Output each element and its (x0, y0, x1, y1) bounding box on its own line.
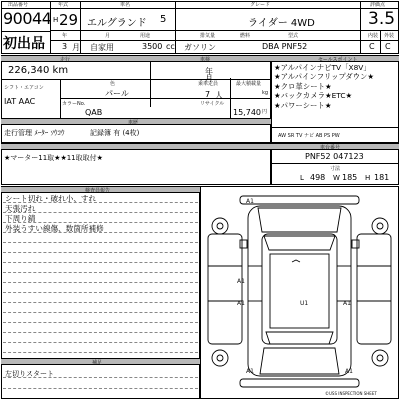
car-roof (262, 234, 337, 344)
first-listing-badge: 初出品 (3, 36, 45, 52)
grade-value: ライダー 4WD (248, 18, 315, 29)
header-row-divider (50, 30, 399, 31)
year-label: 年式 (58, 2, 69, 8)
row2-label-type: 型式 (288, 33, 299, 39)
wheel (377, 355, 383, 361)
equipment-item: ★パワーシート★ (274, 100, 332, 110)
lot-divider (1, 31, 50, 32)
footer-text: 左切りスタート (5, 370, 54, 378)
loading-label: 最大積載量 (236, 81, 262, 87)
row2-label-interior: 内装 (368, 33, 379, 39)
wheel (217, 355, 223, 361)
rule-line (3, 312, 198, 313)
notes-header-bar (1, 143, 271, 150)
equipment-item: ★バックカメラ★ETC★ (274, 91, 353, 101)
notes-text: ★マーター11取★★11取取付★ (4, 154, 103, 162)
wheel (372, 350, 388, 366)
inspection-line: 天張汚れ (5, 204, 36, 213)
wheel (377, 223, 383, 229)
header-vline-model (175, 1, 176, 54)
interior-score: C (369, 42, 375, 51)
options-divider (271, 127, 399, 128)
grade-label: グレード (250, 2, 271, 8)
color-code-value: QAB (85, 108, 103, 117)
rule-line (3, 302, 198, 303)
use-value: 自家用 (90, 43, 114, 52)
damage-mark: A1 (237, 278, 245, 285)
header-vline-year (80, 1, 81, 54)
score-label: 評価点 (370, 2, 386, 8)
car-trunk (260, 348, 339, 374)
equipment-item: ★アルパインフリップダウン★ (274, 72, 375, 82)
loading-unit: kg (262, 90, 269, 96)
specs-row-1 (1, 79, 271, 80)
damage-mark: A1 (343, 300, 351, 307)
equipment-list (274, 63, 374, 110)
wheel (372, 218, 388, 234)
inspection-label: 車検 (200, 57, 211, 63)
height-label: H (365, 174, 371, 182)
month-value: 3 (62, 42, 68, 51)
rule-line (3, 332, 198, 333)
fuel-value: ガソリン (184, 43, 216, 52)
footer-header: 補足 (92, 360, 103, 366)
specs-row-2 (60, 98, 271, 99)
inspection-line: 外装うすい線傷、数箇所補修 (5, 224, 104, 233)
front-bumper (240, 196, 359, 204)
wheel (212, 350, 228, 366)
color-value: パール (105, 89, 129, 98)
shift-label: シフト・エアコン (4, 85, 44, 91)
mileage-value: 226,340 km (8, 65, 69, 76)
int-ext-divider (380, 30, 381, 54)
header-row2-divider (50, 40, 399, 41)
history-note: 記録簿 有 (4枚) (90, 129, 140, 137)
specs-vline-3 (60, 79, 61, 118)
rule-line (3, 352, 198, 353)
year-value: 29 (59, 11, 79, 29)
copyright: ©USS INSPECTION SHEET (325, 391, 377, 396)
row2-label-month: 月 (105, 33, 111, 39)
cc-unit: cc (166, 42, 175, 51)
damage-mark: A1 (237, 300, 245, 307)
left-side-panel (208, 234, 242, 344)
recycle-value: 15,740 (233, 108, 261, 117)
specs-header-bar (1, 55, 271, 62)
chassis-divider (271, 163, 399, 164)
rule-line (3, 282, 198, 283)
rule-line (3, 292, 198, 293)
lot-label: 出品番号 (8, 2, 29, 8)
chassis-model-value: DBA PNF52 (262, 42, 308, 51)
rule-line (3, 252, 198, 253)
damage-mark: A1 (246, 368, 254, 375)
rule-line (3, 322, 198, 323)
damage-mark: U1 (300, 300, 309, 307)
row2-label-exterior: 外装 (384, 33, 395, 39)
history-label: 車歴 (128, 120, 139, 126)
damage-mark: A1 (246, 198, 254, 205)
inspection-line: 下周り錆 (5, 214, 36, 223)
inspection-month-unit: 月 (205, 74, 213, 83)
car-outline (208, 196, 391, 387)
roof-panel (270, 254, 329, 328)
displacement-value: 3500 (142, 42, 163, 51)
model-name: エルグランド (87, 18, 147, 29)
height-value: 181 (374, 173, 390, 182)
capacity-label: 乗車定員 (198, 81, 219, 87)
rear-windshield (266, 332, 333, 344)
car-hood (258, 208, 341, 232)
wheel (212, 218, 228, 234)
inspection-line: シート切れ・破れ小、すれ (5, 194, 97, 203)
length-label: L (300, 174, 304, 182)
month-unit: 月 (72, 43, 80, 52)
doors-value: 5 (160, 14, 167, 25)
width-label: W (333, 174, 340, 182)
score-value: 3.5 (368, 9, 396, 29)
mileage-label: 走行 (60, 57, 71, 63)
length-value: 498 (310, 173, 326, 182)
row2-label-displacement: 排気量 (200, 33, 216, 39)
shift-value: IAT AAC (4, 97, 36, 106)
chassis-number: PNF52 047123 (305, 152, 364, 161)
mirror (240, 240, 247, 248)
model-label: 車名 (120, 2, 131, 8)
row2-label-year: 年 (62, 33, 68, 39)
rule-line (3, 272, 198, 273)
right-side-panel (357, 234, 391, 344)
header-label-divider (1, 8, 399, 9)
recycle-unit: 円 (262, 109, 268, 115)
rule-line (3, 262, 198, 263)
header-vline-grade (360, 1, 361, 54)
lot-number: 90044 (3, 9, 52, 28)
color-label: 色 (110, 81, 116, 87)
front-windshield (264, 236, 335, 250)
inspection-year-unit: 年 (205, 67, 213, 76)
rule-line (3, 342, 198, 343)
options-value: AW SR TV ナビ AB PS PW (278, 133, 340, 139)
mirror (352, 240, 359, 248)
row2-label-use: 用途 (140, 33, 151, 39)
damage-mark: A1 (345, 368, 353, 375)
year-era: H (53, 16, 59, 24)
row2-label-fuel: 燃料 (240, 33, 251, 39)
history-value: 走行管理 ﾒｰﾀｰ ｿｳｺｳ (4, 129, 65, 137)
rule-line (3, 388, 198, 389)
exterior-score: C (385, 42, 391, 51)
size-label: 寸法 (330, 166, 341, 172)
equipment-item: ★クロ革シート★ (274, 81, 332, 91)
color-code-label: カラーNo. (62, 101, 86, 107)
equipment-header: セールスポイント (318, 57, 358, 63)
diagram-mark-symbol (292, 260, 300, 262)
rule-line (3, 242, 198, 243)
capacity-value: 7 (205, 90, 211, 99)
car-diagram (200, 186, 399, 399)
rear-bumper (240, 379, 359, 387)
equipment-item: ★アルパインナビTV「X8V」 (274, 63, 371, 72)
chassis-label: 車台番号 (320, 145, 341, 151)
inspection-lines (5, 194, 104, 234)
specs-vline-1 (150, 62, 151, 107)
recycle-label: リサイクル (200, 101, 225, 107)
capacity-unit: 人 (215, 91, 223, 100)
width-value: 185 (342, 173, 358, 182)
wheel (217, 223, 223, 229)
inspection-header: 検査員報告 (85, 188, 111, 194)
